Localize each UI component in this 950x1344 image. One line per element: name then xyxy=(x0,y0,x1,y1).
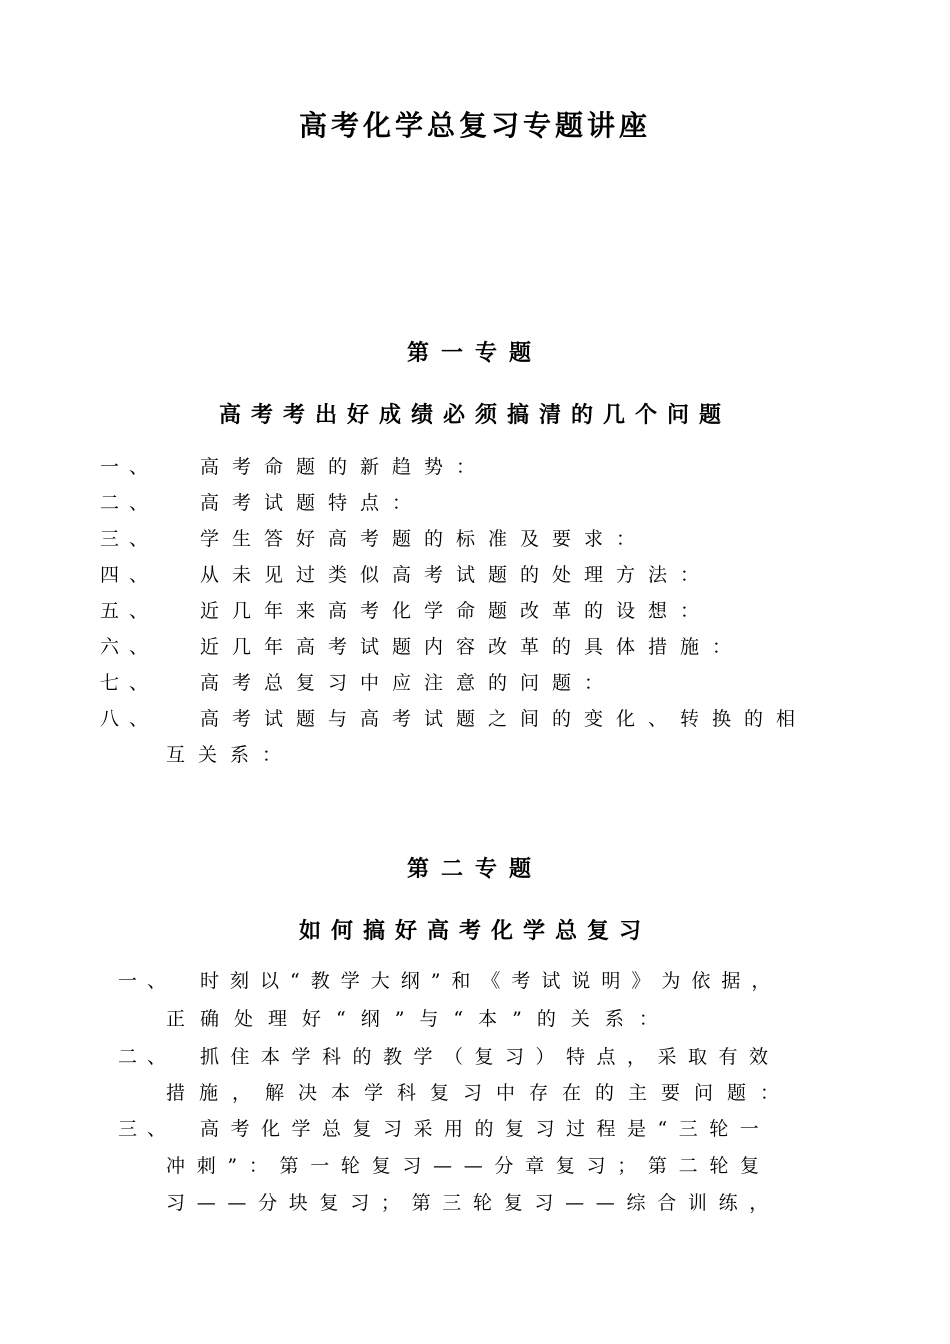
topic2-item-number: 一、 xyxy=(118,970,177,992)
topic1-item-text: 高考试题与高考试题之间的变化、转换的相 xyxy=(200,708,809,730)
topic2-subtitle: 如何搞好高考化学总复习 xyxy=(298,919,651,944)
topic2-item-line: 高考化学总复习采用的复习过程是“三轮一 xyxy=(200,1118,771,1140)
topic1-item-number: 三、 xyxy=(100,528,159,550)
topic1-item-number: 二、 xyxy=(100,492,159,514)
topic1-item-number: 四、 xyxy=(100,564,159,586)
topic1-item-text: 学生答好高考题的标准及要求： xyxy=(200,528,649,550)
topic2-item-line: 冲刺”：第一轮复习——分章复习；第二轮复 xyxy=(166,1155,771,1177)
topic1-item-text: 从未见过类似高考试题的处理方法： xyxy=(200,564,713,586)
topic1-item-number: 七、 xyxy=(100,672,159,694)
topic2-item-number: 二、 xyxy=(118,1046,177,1068)
topic1-item-number: 八、 xyxy=(100,708,159,730)
topic1-item-text: 高考总复习中应注意的问题： xyxy=(200,672,617,694)
topic1-item-continuation: 互关系： xyxy=(166,744,295,766)
topic2-item-line: 抓住本学科的教学（复习）特点，采取有效 xyxy=(200,1046,780,1068)
topic2-item-line: 习——分块复习；第三轮复习——综合训练， xyxy=(166,1192,781,1214)
topic1-subtitle: 高考考出好成绩必须搞清的几个问题 xyxy=(218,403,731,428)
topic2-item-line: 时刻以“教学大纲”和《考试说明》为依据， xyxy=(200,970,782,992)
topic1-item-text: 近几年高考试题内容改革的具体措施： xyxy=(200,636,745,658)
topic2-item-line: 措施，解决本学科复习中存在的主要问题： xyxy=(166,1082,794,1104)
topic2-item-line: 正确处理好“纲”与“本”的关系： xyxy=(166,1008,673,1030)
topic1-item-text: 高考试题特点： xyxy=(200,492,425,514)
topic1-item-number: 一、 xyxy=(100,456,159,478)
topic1-item-number: 六、 xyxy=(100,636,159,658)
topic1-item-number: 五、 xyxy=(100,600,159,622)
topic2-item-number: 三、 xyxy=(118,1118,177,1140)
topic1-item-text: 近几年来高考化学命题改革的设想： xyxy=(200,600,713,622)
topic1-item-text: 高考命题的新趋势： xyxy=(200,456,489,478)
topic2-heading: 第二专题 xyxy=(406,857,543,882)
document-title: 高考化学总复习专题讲座 xyxy=(298,109,651,142)
topic1-heading: 第一专题 xyxy=(406,341,543,366)
